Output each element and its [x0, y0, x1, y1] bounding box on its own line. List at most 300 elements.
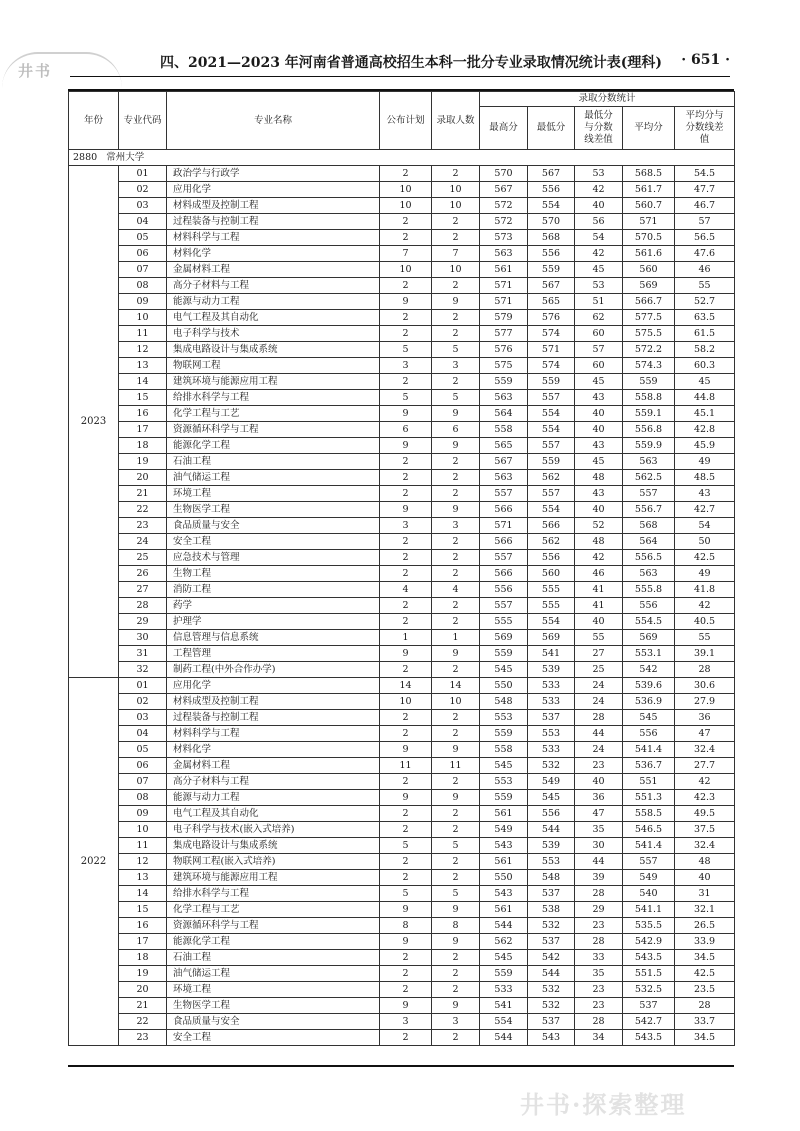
cell-name: 生物医学工程	[167, 502, 380, 518]
table-row	[69, 374, 735, 390]
cell-avg_diff: 50	[675, 534, 735, 550]
cell-name: 电子科学与技术(嵌入式培养)	[167, 822, 380, 838]
cell-name: 材料成型及控制工程	[167, 198, 380, 214]
cell-name: 环境工程	[167, 486, 380, 502]
cell-avg_diff: 31	[675, 886, 735, 902]
cell-max: 559	[480, 726, 528, 742]
admission-table	[68, 91, 735, 1046]
cell-min: 532	[528, 982, 575, 998]
cell-admitted: 7	[432, 246, 480, 262]
cell-max: 579	[480, 310, 528, 326]
cell-avg_diff: 34.5	[675, 950, 735, 966]
cell-avg: 571	[623, 214, 675, 230]
cell-avg: 540	[623, 886, 675, 902]
table-row	[69, 774, 735, 790]
cell-max: 548	[480, 694, 528, 710]
cell-min: 553	[528, 854, 575, 870]
cell-plan: 9	[380, 502, 432, 518]
cell-min_diff: 23	[575, 918, 623, 934]
cell-admitted: 2	[432, 214, 480, 230]
cell-plan: 9	[380, 438, 432, 454]
cell-plan: 4	[380, 582, 432, 598]
cell-max: 544	[480, 918, 528, 934]
cell-avg: 551	[623, 774, 675, 790]
cell-min_diff: 43	[575, 438, 623, 454]
cell-admitted: 2	[432, 806, 480, 822]
cell-min_diff: 46	[575, 566, 623, 582]
cell-min_diff: 39	[575, 870, 623, 886]
cell-name: 电气工程及其自动化	[167, 310, 380, 326]
cell-avg_diff: 42.3	[675, 790, 735, 806]
cell-name: 能源化学工程	[167, 438, 380, 454]
cell-plan: 9	[380, 998, 432, 1014]
cell-avg: 566.7	[623, 294, 675, 310]
cell-min_diff: 60	[575, 326, 623, 342]
cell-max: 564	[480, 406, 528, 422]
cell-name: 资源循环科学与工程	[167, 422, 380, 438]
cell-max: 575	[480, 358, 528, 374]
cell-plan: 2	[380, 566, 432, 582]
cell-min: 556	[528, 182, 575, 198]
table-row	[69, 870, 735, 886]
cell-min_diff: 57	[575, 342, 623, 358]
cell-admitted: 9	[432, 646, 480, 662]
table-row	[69, 758, 735, 774]
cell-admitted: 2	[432, 470, 480, 486]
cell-name: 高分子材料与工程	[167, 278, 380, 294]
cell-avg: 541.4	[623, 838, 675, 854]
cell-avg_diff: 32.1	[675, 902, 735, 918]
table-row	[69, 310, 735, 326]
table-row	[69, 342, 735, 358]
cell-min_diff: 40	[575, 614, 623, 630]
cell-min_diff: 36	[575, 790, 623, 806]
cell-max: 553	[480, 774, 528, 790]
cell-plan: 11	[380, 758, 432, 774]
table-row	[69, 614, 735, 630]
cell-avg_diff: 42.5	[675, 550, 735, 566]
cell-avg: 556.5	[623, 550, 675, 566]
cell-plan: 2	[380, 662, 432, 678]
cell-admitted: 5	[432, 838, 480, 854]
cell-min_diff: 40	[575, 406, 623, 422]
cell-min_diff: 52	[575, 518, 623, 534]
cell-avg: 546.5	[623, 822, 675, 838]
cell-code: 19	[119, 454, 167, 470]
cell-min_diff: 42	[575, 550, 623, 566]
cell-min_diff: 25	[575, 662, 623, 678]
cell-name: 金属材料工程	[167, 262, 380, 278]
cell-plan: 3	[380, 358, 432, 374]
cell-avg_diff: 46.7	[675, 198, 735, 214]
cell-code: 17	[119, 422, 167, 438]
cell-avg: 556	[623, 598, 675, 614]
cell-max: 562	[480, 934, 528, 950]
cell-max: 577	[480, 326, 528, 342]
cell-max: 569	[480, 630, 528, 646]
table-row	[69, 278, 735, 294]
cell-avg_diff: 32.4	[675, 838, 735, 854]
cell-code: 05	[119, 230, 167, 246]
cell-admitted: 6	[432, 422, 480, 438]
cell-max: 545	[480, 950, 528, 966]
cell-admitted: 9	[432, 294, 480, 310]
cell-max: 545	[480, 662, 528, 678]
cell-max: 565	[480, 438, 528, 454]
cell-min: 544	[528, 822, 575, 838]
cell-name: 建筑环境与能源应用工程	[167, 870, 380, 886]
cell-min: 554	[528, 502, 575, 518]
year-cell: 2023	[69, 166, 119, 678]
cell-plan: 5	[380, 838, 432, 854]
cell-name: 给排水科学与工程	[167, 390, 380, 406]
cell-avg_diff: 30.6	[675, 678, 735, 694]
cell-min_diff: 44	[575, 854, 623, 870]
cell-min_diff: 60	[575, 358, 623, 374]
cell-avg: 563	[623, 566, 675, 582]
cell-max: 557	[480, 486, 528, 502]
cell-code: 12	[119, 342, 167, 358]
cell-avg_diff: 43	[675, 486, 735, 502]
table-row	[69, 422, 735, 438]
col-plan: 公布计划	[380, 92, 432, 150]
cell-plan: 8	[380, 918, 432, 934]
cell-min_diff: 41	[575, 598, 623, 614]
cell-min_diff: 35	[575, 822, 623, 838]
cell-plan: 2	[380, 374, 432, 390]
cell-name: 材料化学	[167, 246, 380, 262]
cell-avg_diff: 55	[675, 278, 735, 294]
cell-admitted: 10	[432, 262, 480, 278]
cell-min_diff: 40	[575, 502, 623, 518]
cell-min_diff: 42	[575, 246, 623, 262]
table-frame	[68, 89, 734, 1067]
cell-name: 安全工程	[167, 1030, 380, 1046]
cell-name: 物联网工程	[167, 358, 380, 374]
cell-name: 化学工程与工艺	[167, 902, 380, 918]
cell-plan: 9	[380, 406, 432, 422]
col-admitted: 录取人数	[432, 92, 480, 150]
cell-plan: 6	[380, 422, 432, 438]
cell-min_diff: 53	[575, 166, 623, 182]
cell-max: 563	[480, 390, 528, 406]
cell-min_diff: 28	[575, 886, 623, 902]
cell-avg: 559	[623, 374, 675, 390]
cell-min: 562	[528, 534, 575, 550]
cell-name: 能源与动力工程	[167, 790, 380, 806]
cell-max: 553	[480, 710, 528, 726]
cell-admitted: 5	[432, 886, 480, 902]
col-min-diff: 最低分与分数线差值	[575, 107, 623, 150]
cell-avg: 568.5	[623, 166, 675, 182]
cell-avg: 562.5	[623, 470, 675, 486]
col-avg: 平均分	[623, 107, 675, 150]
page-number: · 651 ·	[681, 52, 730, 68]
cell-code: 18	[119, 950, 167, 966]
col-year: 年份	[69, 92, 119, 150]
cell-avg: 570.5	[623, 230, 675, 246]
cell-code: 04	[119, 726, 167, 742]
cell-plan: 3	[380, 1014, 432, 1030]
cell-min_diff: 28	[575, 710, 623, 726]
cell-min: 556	[528, 806, 575, 822]
cell-max: 570	[480, 166, 528, 182]
cell-avg: 559.1	[623, 406, 675, 422]
cell-min: 560	[528, 566, 575, 582]
cell-min: 571	[528, 342, 575, 358]
cell-name: 应急技术与管理	[167, 550, 380, 566]
cell-avg: 551.3	[623, 790, 675, 806]
cell-max: 559	[480, 790, 528, 806]
cell-max: 550	[480, 870, 528, 886]
cell-min: 549	[528, 774, 575, 790]
cell-plan: 2	[380, 950, 432, 966]
cell-avg: 569	[623, 630, 675, 646]
cell-code: 10	[119, 310, 167, 326]
cell-code: 01	[119, 678, 167, 694]
cell-avg: 541.4	[623, 742, 675, 758]
cell-min: 537	[528, 934, 575, 950]
cell-plan: 2	[380, 214, 432, 230]
cell-plan: 2	[380, 550, 432, 566]
cell-avg: 557	[623, 486, 675, 502]
cell-code: 14	[119, 374, 167, 390]
cell-avg_diff: 61.5	[675, 326, 735, 342]
table-row	[69, 582, 735, 598]
cell-avg: 561.6	[623, 246, 675, 262]
table-row	[69, 198, 735, 214]
cell-avg_diff: 49	[675, 454, 735, 470]
cell-min_diff: 43	[575, 390, 623, 406]
cell-max: 544	[480, 1030, 528, 1046]
cell-name: 物联网工程(嵌入式培养)	[167, 854, 380, 870]
cell-admitted: 9	[432, 742, 480, 758]
table-row	[69, 1030, 735, 1046]
cell-avg_diff: 45	[675, 374, 735, 390]
table-row	[69, 566, 735, 582]
cell-min: 576	[528, 310, 575, 326]
cell-min: 544	[528, 966, 575, 982]
cell-plan: 2	[380, 806, 432, 822]
cell-avg_diff: 57	[675, 214, 735, 230]
cell-min: 557	[528, 438, 575, 454]
cell-admitted: 2	[432, 326, 480, 342]
cell-code: 23	[119, 1030, 167, 1046]
cell-avg: 563	[623, 454, 675, 470]
cell-min: 554	[528, 422, 575, 438]
cell-admitted: 2	[432, 310, 480, 326]
cell-code: 28	[119, 598, 167, 614]
cell-min: 569	[528, 630, 575, 646]
cell-code: 22	[119, 1014, 167, 1030]
cell-min: 557	[528, 486, 575, 502]
cell-max: 563	[480, 246, 528, 262]
cell-min: 570	[528, 214, 575, 230]
cell-admitted: 3	[432, 358, 480, 374]
cell-code: 02	[119, 182, 167, 198]
cell-max: 554	[480, 1014, 528, 1030]
cell-name: 安全工程	[167, 534, 380, 550]
cell-avg_diff: 49.5	[675, 806, 735, 822]
table-row	[69, 230, 735, 246]
cell-avg_diff: 42	[675, 598, 735, 614]
cell-code: 12	[119, 854, 167, 870]
table-row	[69, 630, 735, 646]
cell-plan: 2	[380, 278, 432, 294]
cell-avg_diff: 48	[675, 854, 735, 870]
cell-plan: 14	[380, 678, 432, 694]
cell-min: 556	[528, 246, 575, 262]
cell-plan: 5	[380, 886, 432, 902]
cell-name: 环境工程	[167, 982, 380, 998]
cell-avg_diff: 41.8	[675, 582, 735, 598]
cell-name: 石油工程	[167, 950, 380, 966]
cell-plan: 2	[380, 710, 432, 726]
cell-avg: 543.5	[623, 950, 675, 966]
table-row	[69, 246, 735, 262]
cell-admitted: 2	[432, 950, 480, 966]
cell-admitted: 2	[432, 774, 480, 790]
cell-avg: 574.3	[623, 358, 675, 374]
cell-admitted: 2	[432, 854, 480, 870]
cell-admitted: 2	[432, 982, 480, 998]
cell-min_diff: 41	[575, 582, 623, 598]
cell-avg: 569	[623, 278, 675, 294]
cell-min: 567	[528, 166, 575, 182]
cell-min: 542	[528, 950, 575, 966]
cell-plan: 2	[380, 774, 432, 790]
cell-min: 539	[528, 838, 575, 854]
cell-min: 532	[528, 758, 575, 774]
cell-code: 09	[119, 294, 167, 310]
cell-admitted: 2	[432, 726, 480, 742]
cell-code: 15	[119, 390, 167, 406]
cell-code: 09	[119, 806, 167, 822]
cell-plan: 7	[380, 246, 432, 262]
cell-min: 554	[528, 198, 575, 214]
cell-max: 572	[480, 214, 528, 230]
cell-max: 533	[480, 982, 528, 998]
cell-code: 29	[119, 614, 167, 630]
cell-name: 工程管理	[167, 646, 380, 662]
cell-avg_diff: 34.5	[675, 1030, 735, 1046]
cell-max: 573	[480, 230, 528, 246]
cell-plan: 2	[380, 966, 432, 982]
cell-admitted: 2	[432, 966, 480, 982]
cell-min_diff: 42	[575, 182, 623, 198]
cell-min_diff: 23	[575, 758, 623, 774]
cell-name: 过程装备与控制工程	[167, 214, 380, 230]
cell-avg_diff: 42.8	[675, 422, 735, 438]
cell-name: 过程装备与控制工程	[167, 710, 380, 726]
cell-max: 541	[480, 998, 528, 1014]
cell-max: 571	[480, 518, 528, 534]
cell-code: 16	[119, 406, 167, 422]
cell-name: 集成电路设计与集成系统	[167, 342, 380, 358]
cell-name: 制药工程(中外合作办学)	[167, 662, 380, 678]
cell-admitted: 2	[432, 662, 480, 678]
table-row	[69, 854, 735, 870]
institution-row	[69, 150, 735, 166]
table-row	[69, 998, 735, 1014]
cell-avg_diff: 54	[675, 518, 735, 534]
cell-min: 548	[528, 870, 575, 886]
table-row	[69, 182, 735, 198]
cell-avg: 558.5	[623, 806, 675, 822]
cell-min_diff: 53	[575, 278, 623, 294]
cell-name: 生物医学工程	[167, 998, 380, 1014]
cell-avg: 559.9	[623, 438, 675, 454]
cell-code: 21	[119, 998, 167, 1014]
table-row	[69, 662, 735, 678]
cell-avg: 556.8	[623, 422, 675, 438]
cell-avg: 545	[623, 710, 675, 726]
cell-min: 533	[528, 678, 575, 694]
cell-avg: 557	[623, 854, 675, 870]
cell-avg_diff: 42.5	[675, 966, 735, 982]
cell-avg_diff: 37.5	[675, 822, 735, 838]
cell-avg: 543.5	[623, 1030, 675, 1046]
cell-avg: 536.9	[623, 694, 675, 710]
cell-name: 生物工程	[167, 566, 380, 582]
cell-avg: 542	[623, 662, 675, 678]
cell-avg_diff: 27.7	[675, 758, 735, 774]
cell-plan: 9	[380, 646, 432, 662]
cell-avg: 561.7	[623, 182, 675, 198]
cell-avg_diff: 48.5	[675, 470, 735, 486]
cell-max: 558	[480, 742, 528, 758]
cell-avg_diff: 40.5	[675, 614, 735, 630]
cell-code: 15	[119, 902, 167, 918]
cell-min: 557	[528, 390, 575, 406]
cell-min: 574	[528, 358, 575, 374]
cell-min_diff: 51	[575, 294, 623, 310]
cell-code: 22	[119, 502, 167, 518]
cell-code: 04	[119, 214, 167, 230]
page-title: 四、2021—2023 年河南省普通高校招生本科一批分专业录取情况统计表(理科)	[160, 55, 663, 71]
cell-admitted: 2	[432, 822, 480, 838]
cell-max: 567	[480, 454, 528, 470]
cell-name: 集成电路设计与集成系统	[167, 838, 380, 854]
cell-name: 油气储运工程	[167, 966, 380, 982]
cell-admitted: 14	[432, 678, 480, 694]
cell-admitted: 2	[432, 1030, 480, 1046]
cell-max: 566	[480, 502, 528, 518]
cell-admitted: 2	[432, 374, 480, 390]
table-row	[69, 918, 735, 934]
cell-plan: 10	[380, 182, 432, 198]
cell-avg_diff: 27.9	[675, 694, 735, 710]
cell-avg_diff: 33.9	[675, 934, 735, 950]
cell-plan: 9	[380, 934, 432, 950]
cell-plan: 2	[380, 598, 432, 614]
cell-plan: 1	[380, 630, 432, 646]
cell-min: 574	[528, 326, 575, 342]
cell-max: 561	[480, 262, 528, 278]
table-row	[69, 742, 735, 758]
table-row	[69, 598, 735, 614]
cell-code: 08	[119, 278, 167, 294]
cell-code: 19	[119, 966, 167, 982]
table-row	[69, 406, 735, 422]
table-row	[69, 966, 735, 982]
cell-min: 541	[528, 646, 575, 662]
cell-min: 538	[528, 902, 575, 918]
cell-plan: 2	[380, 454, 432, 470]
cell-admitted: 9	[432, 902, 480, 918]
cell-admitted: 9	[432, 502, 480, 518]
cell-name: 材料化学	[167, 742, 380, 758]
